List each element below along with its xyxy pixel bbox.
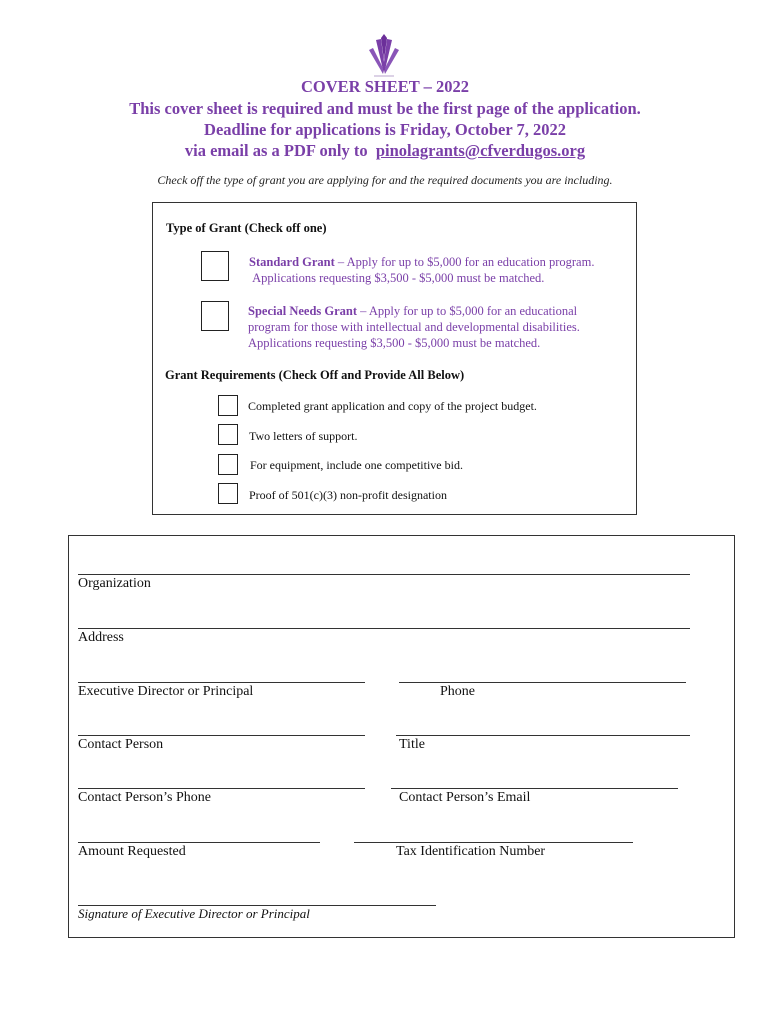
requirements-heading: Grant Requirements (Check Off and Provide All Below) [165,368,465,382]
standard-grant-option [249,254,639,286]
tax-id-label: Tax Identification Number [396,844,546,859]
amount-line[interactable] [78,842,320,843]
special-needs-grant-desc1: – Apply for up to $5,000 for an educational [357,304,578,318]
standard-grant-desc1: – Apply for up to $5,000 for an education program. [334,255,595,269]
contact-email-line[interactable] [391,788,678,789]
contact-person-line[interactable] [78,735,365,736]
requirement-checkbox-letters[interactable] [218,424,238,445]
header-deadline: Deadline for applications is Friday, October 7, 2022 [204,120,566,139]
special-needs-grant-checkbox[interactable] [201,301,229,331]
title-label: Title [399,737,425,752]
email-link[interactable]: pinolagrants@cfverdugos.org [375,141,586,160]
requirement-checkbox-nonprofit[interactable] [218,483,238,504]
organization-line[interactable] [78,574,690,575]
page-title: COVER SHEET – 2022 [301,77,469,96]
contact-phone-line[interactable] [78,788,365,789]
instructions: Check off the type of grant you are applying for and the required documents you are including. [157,173,613,187]
organization-label: Organization [78,576,151,591]
contact-email-label: Contact Person’s Email [399,790,531,805]
contact-phone-label: Contact Person’s Phone [78,790,211,805]
standard-grant-checkbox[interactable] [201,251,229,281]
standard-grant-name: Standard Grant [249,255,335,269]
standard-grant-desc2: Applications requesting $3,500 - $5,000 must be matched. [252,271,545,285]
special-needs-grant-name: Special Needs Grant [248,304,358,318]
requirement-application: Completed grant application and copy of the project budget. [248,399,537,413]
logo-icon [366,34,402,78]
requirement-nonprofit: Proof of 501(c)(3) non-profit designation [249,488,447,502]
amount-label: Amount Requested [78,844,186,859]
title-line[interactable] [396,735,690,736]
exec-director-label: Executive Director or Principal [78,684,254,699]
email-prefix: via email as a PDF only to [184,141,368,160]
special-needs-grant-option [248,303,638,351]
phone-line[interactable] [399,682,686,683]
requirement-letters: Two letters of support. [249,429,358,443]
contact-person-label: Contact Person [78,737,164,752]
address-label: Address [78,630,124,645]
address-line[interactable] [78,628,690,629]
special-needs-grant-desc3: Applications requesting $3,500 - $5,000 must be matched. [248,336,541,350]
header-required-note: This cover sheet is required and must be the first page of the application. [129,99,641,118]
grant-type-heading: Type of Grant (Check off one) [166,221,327,235]
tax-id-line[interactable] [354,842,633,843]
phone-label: Phone [440,684,475,699]
exec-director-line[interactable] [78,682,365,683]
requirement-checkbox-bid[interactable] [218,454,238,475]
special-needs-grant-desc2: program for those with intellectual and developmental disabilities. [248,320,580,334]
requirement-checkbox-application[interactable] [218,395,238,416]
requirement-bid: For equipment, include one competitive bid. [250,458,463,472]
signature-label: Signature of Executive Director or Principal [78,906,310,921]
header-email-line [0,141,770,161]
